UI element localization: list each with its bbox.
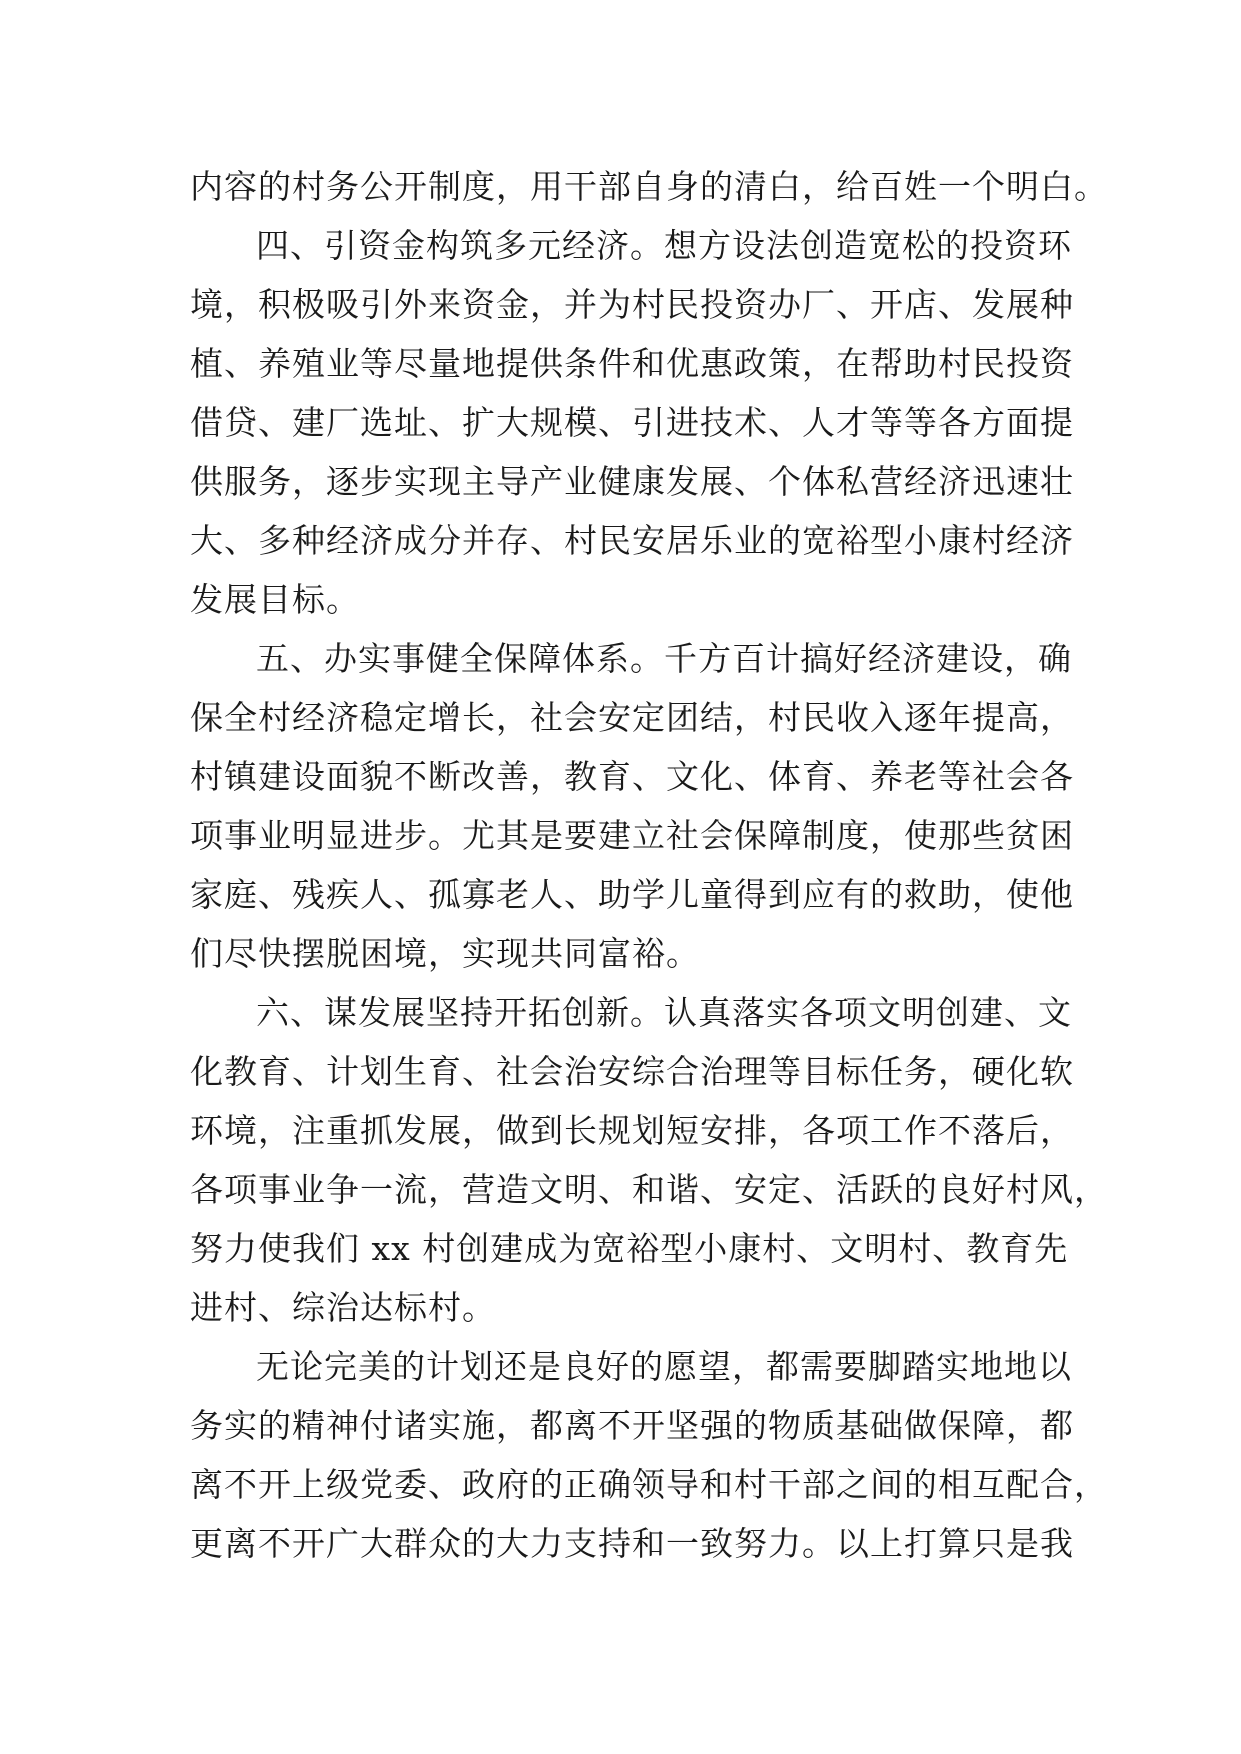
text-line: 借贷、建厂选址、扩大规模、引进技术、人才等等各方面提 [190,403,1074,442]
document-body [190,157,1108,1573]
text-line: 务实的精神付诸实施，都离不开坚强的物质基础做保障，都 [190,1406,1074,1445]
text-line: 内容的村务公开制度，用干部自身的清白，给百姓一个明白。 [190,167,1108,206]
text-line: 努力使我们 xx 村创建成为宽裕型小康村、文明村、教育先 [190,1229,1069,1268]
section-heading-line: 六、谋发展坚持开拓创新。认真落实各项文明创建、文 [256,993,1072,1032]
section-heading-line: 四、引资金构筑多元经济。想方设法创造宽松的投资环 [256,226,1072,265]
text-line: 项事业明显进步。尤其是要建立社会保障制度，使那些贫困 [190,816,1074,855]
text-line: 化教育、计划生育、社会治安综合治理等目标任务，硬化软 [190,1052,1074,1091]
text-line: 村镇建设面貌不断改善，教育、文化、体育、养老等社会各 [190,757,1074,796]
text-line: 环境，注重抓发展，做到长规划短安排，各项工作不落后， [190,1111,1074,1150]
paragraph-start-line: 无论完美的计划还是良好的愿望，都需要脚踏实地地以 [256,1347,1072,1386]
text-line: 们尽快摆脱困境，实现共同富裕。 [190,934,700,973]
text-line: 发展目标。 [190,580,360,619]
section-heading-line: 五、办实事健全保障体系。千方百计搞好经济建设，确 [256,639,1072,678]
text-line: 进村、综治达标村。 [190,1288,496,1327]
text-line: 境，积极吸引外来资金，并为村民投资办厂、开店、发展种 [190,285,1074,324]
text-line: 供服务，逐步实现主导产业健康发展、个体私营经济迅速壮 [190,462,1074,501]
text-line: 大、多种经济成分并存、村民安居乐业的宽裕型小康村经济 [190,521,1074,560]
text-line: 植、养殖业等尽量地提供条件和优惠政策，在帮助村民投资 [190,344,1074,383]
text-line: 家庭、残疾人、孤寡老人、助学儿童得到应有的救助，使他 [190,875,1074,914]
text-line: 离不开上级党委、政府的正确领导和村干部之间的相互配合， [190,1465,1108,1504]
text-line: 各项事业争一流，营造文明、和谐、安定、活跃的良好村风， [190,1170,1108,1209]
text-line: 更离不开广大群众的大力支持和一致努力。以上打算只是我 [190,1524,1074,1563]
text-line: 保全村经济稳定增长，社会安定团结，村民收入逐年提高， [190,698,1074,737]
